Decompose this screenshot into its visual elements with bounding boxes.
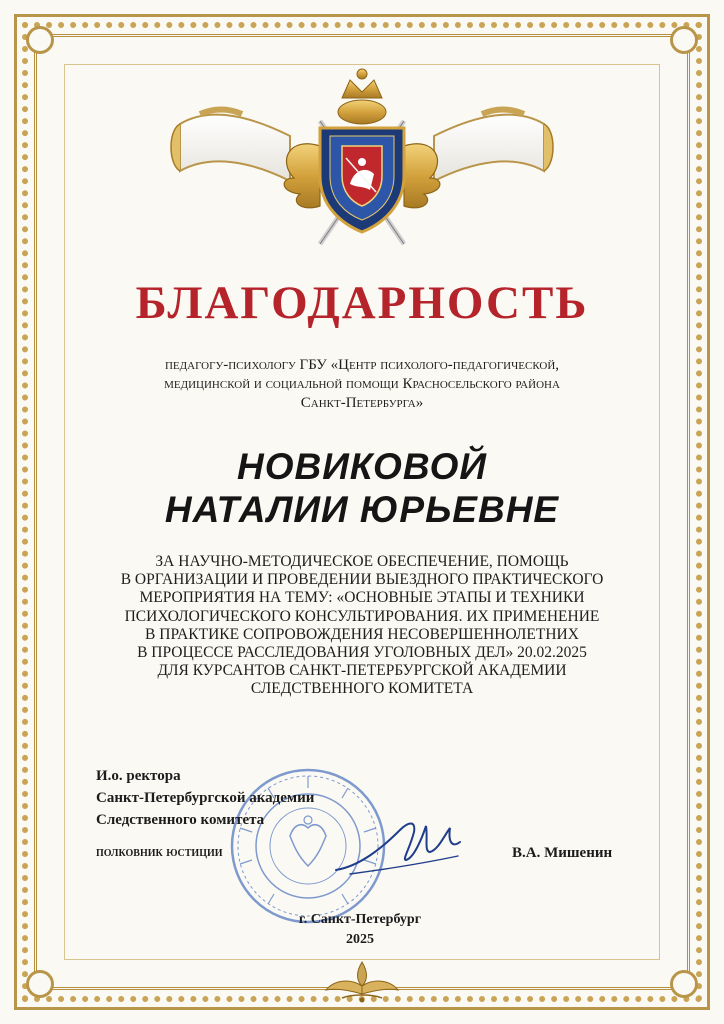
gratitude-reason: [60, 553, 664, 699]
recipient-line: педагогу-психологу ГБУ «Центр психолого-педагогической,: [164, 357, 560, 373]
signatory-name: В.А. Мишенин: [512, 845, 613, 861]
floral-ornament-icon: [312, 958, 412, 1004]
recipient-given-names: НАТАЛИИ ЮРЬЕВНЕ: [164, 489, 560, 530]
signatory-position: [96, 765, 314, 831]
reason-line: ДЛЯ КУРСАНТОВ САНКТ-ПЕТЕРБУРГСКОЙ АКАДЕМИИ: [157, 662, 567, 680]
reason-line: ЗА НАУЧНО-МЕТОДИЧЕСКОЕ ОБЕСПЕЧЕНИЕ, ПОМОЩЬ: [155, 553, 569, 570]
signatory-position-line: Следственного комитета: [96, 812, 265, 828]
reason-line: МЕРОПРИЯТИЯ НА ТЕМУ: «ОСНОВНЫЕ ЭТАПЫ И ТЕХНИКИ: [139, 589, 585, 607]
investigative-committee-emblem-icon: [170, 66, 554, 266]
signatory-rank: полковник юстиции: [96, 845, 223, 860]
recipient-surname: НОВИКОВОЙ: [236, 446, 488, 487]
year-label: 2025: [346, 932, 374, 947]
reason-line: В ОРГАНИЗАЦИИ И ПРОВЕДЕНИИ ВЫЕЗДНОГО ПРАКТИЧЕСКОГО: [120, 571, 604, 589]
corner-ornament-icon: [26, 970, 54, 998]
handwritten-signature-icon: [330, 808, 470, 883]
corner-ornament-icon: [670, 26, 698, 54]
signatory-position-line: Санкт-Петербургской академии: [96, 790, 315, 806]
reason-line: ПСИХОЛОГИЧЕСКОГО КОНСУЛЬТИРОВАНИЯ. ИХ ПРИМЕНЕНИЕ: [124, 607, 600, 625]
recipient-line: Санкт-Петербурга»: [300, 395, 424, 411]
signatory-position-line: И.о. ректора: [96, 768, 181, 784]
reason-line: В ПРАКТИКЕ СОПРОВОЖДЕНИЯ НЕСОВЕРШЕННОЛЕТНИХ: [145, 625, 579, 643]
reason-line: СЛЕДСТВЕННОГО КОМИТЕТА: [250, 680, 474, 698]
reason-line: В ПРОЦЕССЕ РАССЛЕДОВАНИЯ УГОЛОВНЫХ ДЕЛ» 20.02.2025: [137, 644, 587, 662]
city-label: г. Санкт-Петербург: [298, 912, 422, 927]
certificate-title: БЛАГОДАРНОСТЬ: [135, 277, 589, 329]
recipient-line: медицинской и социальной помощи Красносельского района: [164, 376, 560, 392]
recipient-position: [60, 356, 664, 413]
corner-ornament-icon: [670, 970, 698, 998]
corner-ornament-icon: [26, 26, 54, 54]
